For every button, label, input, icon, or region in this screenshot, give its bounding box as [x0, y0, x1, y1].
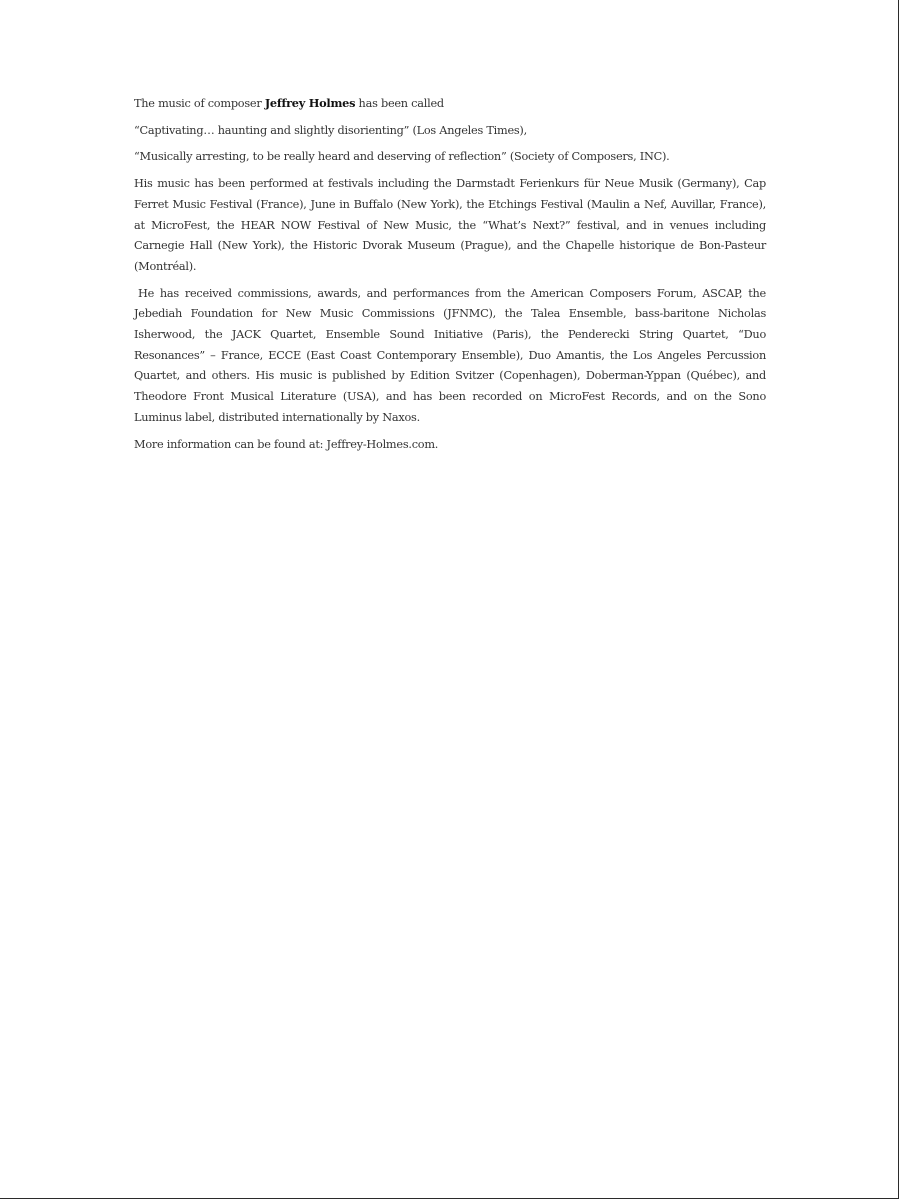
composer-name: Jeffrey Holmes — [264, 96, 356, 110]
more-info-paragraph: More information can be found at: Jeffrey-Holmes.com. — [134, 437, 439, 451]
quote-los-angeles-times: “Captivating… haunting and slightly disorienting” (Los Angeles Times), — [134, 123, 527, 137]
intro-text-after: has been called — [355, 97, 444, 110]
quote-society-of-composers: “Musically arresting, to be really heard and deserving of reflection” (Society of Composers, INC). — [134, 150, 670, 164]
performances-paragraph: His music has been performed at festivals including the Darmstadt Ferienkurs für Neue Musik (Germany), Cap Ferret Music Festival (France), June in Buffalo (New York), the Etchings Festival (Maulin a Nef, Auvillar, France), at MicroFest, the HEAR NOW Festival of New Music, the “What’s Next?” festival, and in venues including Carnegie Hall (New York), the Historic Dvorak Museum (Prague), and the Chapelle historique de Bon-Pasteur (Montréal). — [134, 177, 766, 273]
intro-text-before: The music of composer — [134, 97, 265, 110]
intro-paragraph — [134, 93, 766, 115]
bio-text — [134, 93, 766, 461]
commissions-paragraph: He has received commissions, awards, and performances from the American Composers Forum, ASCAP, the Jebediah Foundation for New Music Commissions (JFNMC), the Talea Ensemble, bass-baritone Nicholas Isherwood, the JACK Quartet, Ensemble Sound Initiative (Paris), the Penderecki String Quartet, “Duo Resonances” – France, ECCE (East Coast Contemporary Ensemble), Duo Amantis, the Los Angeles Percussion Quartet, and others. His music is published by Edition Svitzer (Copenhagen), Doberman-Yppan (Québec), and Theodore Front Musical Literature (USA), and has been recorded on MicroFest Records, and on the Sono Luminus label, distributed internationally by Naxos. — [134, 286, 766, 424]
